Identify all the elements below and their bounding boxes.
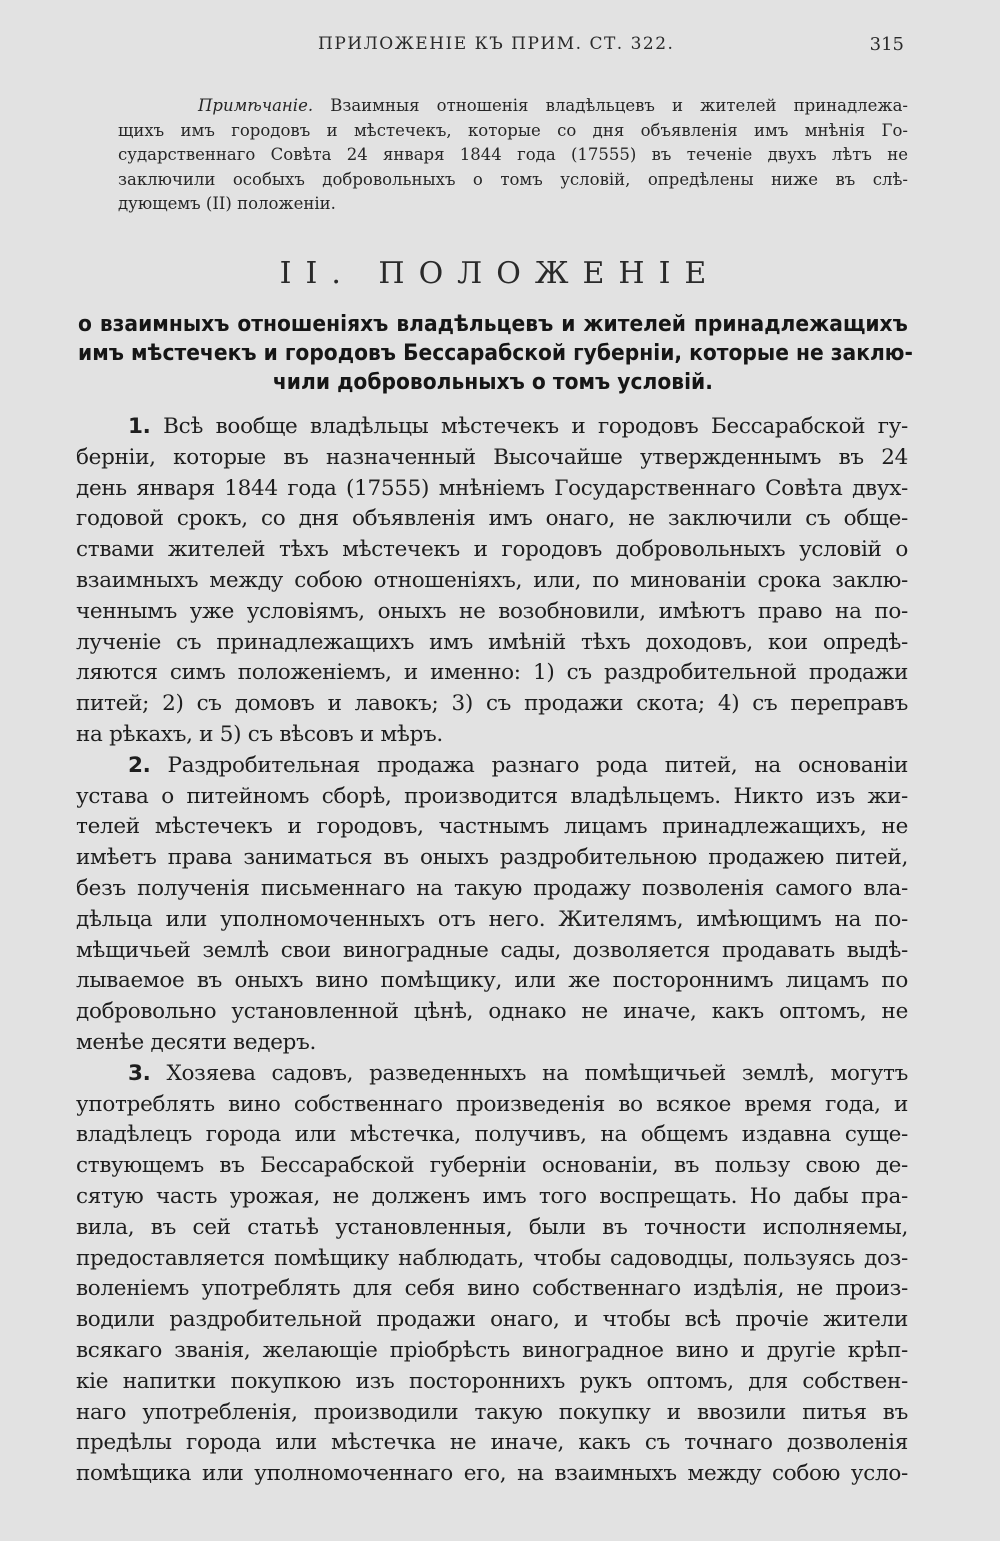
article-1-line: 1. Всѣ вообще владѣльцы мѣстечекъ и городовъ Бессарабской гу-	[128, 414, 908, 439]
article-3-line: кіе напитки покупкою изъ постороннихъ рукъ оптомъ, для собствен-	[76, 1368, 908, 1394]
article-2-line: дѣльца или уполномоченныхъ отъ него. Жителямъ, имѣющимъ на по-	[76, 906, 908, 932]
article-3-line: предѣлы города или мѣстечка не иначе, какъ съ точнаго дозволенія	[76, 1430, 908, 1456]
article-1-line: питей; 2) съ домовъ и лавокъ; 3) съ продажи скота; 4) съ переправъ	[76, 691, 908, 717]
article-1-line: берніи, которые въ назначенный Высочайше утвержденнымъ въ 24	[76, 444, 908, 470]
article-number: 3.	[128, 1060, 151, 1086]
note-line: заключили особыхъ добровольныхъ о томъ условій, опредѣлены ниже въ слѣ-	[118, 169, 908, 189]
body-text	[76, 412, 908, 1490]
article-1-line: лученіе съ принадлежащихъ имъ имѣній тѣхъ доходовъ, кои опредѣ-	[76, 629, 908, 655]
article-2-line: менѣе десяти ведеръ.	[76, 1029, 316, 1055]
article-1-line: ляются симъ положеніемъ, и именно: 1) съ раздробительной продажи	[76, 660, 908, 686]
page-number: 315	[869, 34, 904, 55]
running-head	[0, 34, 1000, 64]
article-3-line: 3. Хозяева садовъ, разведенныхъ на помѣщичьей землѣ, могутъ	[128, 1060, 908, 1086]
article-1-line: ченнымъ уже условіямъ, оныхъ не возобновили, имѣютъ право на по-	[76, 598, 908, 624]
article-1-line: взаимныхъ между собою отношеніяхъ, или, по минованіи срока заклю-	[76, 567, 908, 593]
article-2-line: телей мѣстечекъ и городовъ, частнымъ лицамъ принадлежащихъ, не	[76, 814, 908, 840]
article-3-line: предоставляется помѣщику наблюдать, чтобы садоводцы, пользуясь доз-	[76, 1245, 908, 1271]
footnote-block	[118, 94, 908, 217]
article-2-line: мѣщичьей землѣ свои виноградные сады, дозволяется продавать выдѣ-	[76, 937, 908, 963]
running-title: ПРИЛОЖЕНІЕ КЪ ПРИМ. СТ. 322.	[318, 34, 675, 54]
subtitle-line: имъ мѣстечекъ и городовъ Бессарабской губерніи, которые не заклю-	[78, 340, 913, 366]
article-number: 1.	[128, 414, 151, 439]
article-3-line: владѣлецъ города или мѣстечка, получивъ, на общемъ издавна суще-	[76, 1122, 908, 1148]
article-3-line: употреблять вино собственнаго произведенія во всякое время года, и	[76, 1091, 908, 1117]
note-line: щихъ имъ городовъ и мѣстечекъ, которые со дня объявленія имъ мнѣнія Го-	[118, 120, 908, 140]
note-label: Примѣчаніе.	[198, 96, 314, 115]
article-2-line: лываемое въ оныхъ вино помѣщику, или же постороннимъ лицамъ по	[76, 968, 908, 994]
article-3-line: вила, въ сей статьѣ установленныя, были въ точности исполняемы,	[76, 1214, 908, 1240]
article-3-line: помѣщика или уполномоченнаго его, на взаимныхъ между собою усло-	[76, 1461, 908, 1487]
note-line: сударственнаго Совѣта 24 января 1844 года (17555) въ теченіе двухъ лѣтъ не	[118, 145, 908, 164]
article-2-line: 2. Раздробительная продажа разнаго рода питей, на основаніи	[128, 752, 908, 778]
article-1-line: день января 1844 года (17555) мнѣніемъ Государственнаго Совѣта двух-	[76, 475, 908, 501]
article-3-line: воленіемъ употреблять для себя вино собственнаго издѣлія, не произ-	[76, 1276, 908, 1302]
article-3-line: всякаго званія, желающіе пріобрѣсть виноградное вино и другіе крѣп-	[76, 1337, 908, 1363]
article-number: 2.	[128, 752, 151, 778]
section-heading: II. ПОЛОЖЕНІЕ	[279, 256, 721, 291]
subtitle-line: чили добровольныхъ о томъ условій.	[272, 369, 713, 395]
article-2-line: добровольно установленной цѣнѣ, однако не иначе, какъ оптомъ, не	[76, 999, 908, 1025]
subtitle-line: о взаимныхъ отношеніяхъ владѣльцевъ и жителей принадлежащихъ	[78, 311, 908, 337]
article-1-line: ствами жителей тѣхъ мѣстечекъ и городовъ добровольныхъ условій о	[76, 537, 908, 563]
article-3-line: сятую часть урожая, не долженъ имъ того воспрещать. Но дабы пра-	[76, 1183, 908, 1209]
note-line: дующемъ (II) положеніи.	[118, 194, 336, 213]
article-2-line: безъ полученія письменнаго на такую продажу позволенія самого вла-	[76, 875, 908, 901]
article-3-line: водили раздробительной продажи онаго, и чтобы всѣ прочіе жители	[76, 1307, 908, 1333]
note-line: Примѣчаніе. Взаимныя отношенія владѣльцевъ и жителей принадлежа-	[198, 96, 909, 115]
article-1-line: годовой срокъ, со дня объявленія имъ онаго, не заключили съ обще-	[76, 506, 908, 532]
section-subtitle	[78, 310, 913, 397]
article-1-line: на рѣкахъ, и 5) съ вѣсовъ и мѣръ.	[76, 721, 443, 747]
article-2-line: устава о питейномъ сборѣ, производится владѣльцемъ. Никто изъ жи-	[76, 783, 908, 809]
article-2-line: имѣетъ права заниматься въ оныхъ раздробительною продажею питей,	[76, 845, 908, 871]
article-3-line: ствующемъ въ Бессарабской губерніи основаніи, въ пользу свою де-	[76, 1153, 908, 1179]
article-3-line: наго употребленія, производили такую покупку и ввозили питья въ	[76, 1399, 908, 1425]
